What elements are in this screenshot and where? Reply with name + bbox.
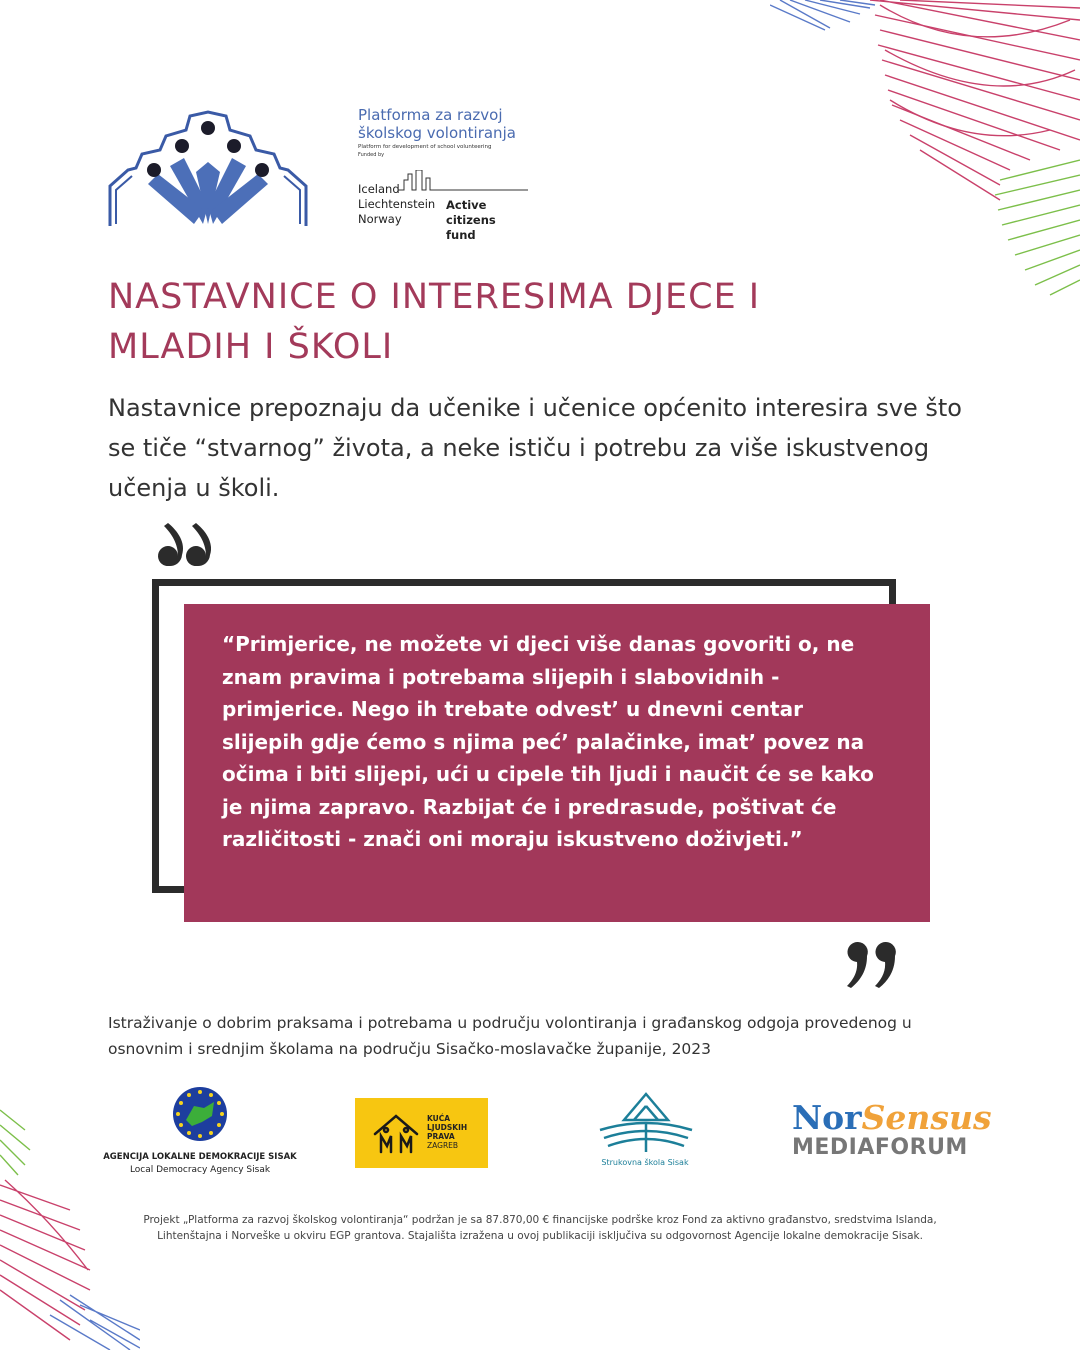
- funded-by-label: Funded by: [358, 152, 385, 158]
- platform-name-line1: Platforma za razvoj: [358, 106, 503, 124]
- norsensus-wordmark: [792, 1098, 992, 1137]
- platform-logo: [108, 106, 308, 230]
- active-citizens-fund-logo: [358, 170, 528, 242]
- kuca-city: ZAGREB: [427, 1141, 459, 1150]
- platform-name-line2: školskog volontiranja: [358, 124, 516, 142]
- fund-name-line1: Active: [446, 198, 487, 212]
- footer-disclaimer: Projekt „Platforma za razvoj školskog volontiranja“ podržan je sa 87.870,00 € financijske podrške kroz Fond za aktivno građanstvo, sredstvima Islanda, Lihtenštajna i Norveške u okviru EGP grantova. Stajališta izražena u ovoj publikaciji isključiva su odgovornost Agencije lokalne demokracije Sisak.: [143, 1214, 937, 1242]
- country-norway: Norway: [358, 212, 402, 226]
- closing-quote-icon: [842, 938, 898, 988]
- platform-name-block: [358, 106, 538, 158]
- kuca-line1: KUĆA: [427, 1114, 451, 1123]
- strukovna-skola-logo-icon: [594, 1090, 698, 1156]
- country-liechtenstein: Liechtenstein: [358, 197, 436, 211]
- norsensus-mediaforum-logo: [792, 1098, 992, 1160]
- page-title-line2: MLADIH I ŠKOLI: [108, 327, 394, 367]
- lda-sisak-logo-icon: [172, 1086, 228, 1142]
- lda-name-croatian: AGENCIJA LOKALNE DEMOKRACIJE SISAK: [103, 1152, 297, 1162]
- fund-name-line2: citizens fund: [446, 213, 496, 242]
- norsensus-nor: Nor: [792, 1098, 862, 1137]
- research-note: Istraživanje o dobrim praksama i potrebama u području volontiranja i građanskog odgoja provedenog u osnovnim i srednjim školama na području Sisačko-moslavačke županije, 2023: [108, 1014, 912, 1058]
- house-people-icon: [371, 1112, 421, 1154]
- country-iceland: Iceland: [358, 182, 400, 196]
- page-title-line1: NASTAVNICE O INTERESIMA DJECE I: [108, 277, 761, 317]
- quote-text: “Primjerice, ne možete vi djeci više danas govoriti o, ne znam pravima i potrebama slijepih i slabovidnih - primjerice. Nego ih trebate odvest’ u dnevni centar slijepih gdje ćemo s njima peć’ palačinke, imat’ povez na očima i biti slijepi, ući u cipele tih ljudi i naučit će se kako je njima zapravo. Razbijat će i predrasude, poštivat će različitosti - znači oni moraju iskustveno doživjeti.”: [222, 632, 874, 851]
- fund-name: [446, 198, 528, 243]
- page-title: [108, 272, 908, 372]
- donor-countries: [358, 182, 435, 227]
- norsensus-sensus: Sensus: [861, 1098, 992, 1137]
- strukovna-skola-label: Strukovna škola Sisak: [601, 1158, 689, 1167]
- lda-name-english: Local Democracy Agency Sisak: [129, 1165, 271, 1175]
- intro-paragraph: Nastavnice prepoznaju da učenike i učenice općenito interesira sve što se tiče “stvarnog” života, a neke ističu i potrebu za više iskustvenog učenja u školi.: [108, 394, 962, 502]
- kuca-line3: PRAVA: [427, 1132, 455, 1141]
- kuca-label: [427, 1114, 467, 1141]
- mediaforum-wordmark: MEDIAFORUM: [792, 1135, 968, 1160]
- kuca-ljudskih-prava-logo: [355, 1098, 488, 1168]
- scribble-decoration-bottom-left: [0, 1100, 140, 1350]
- platform-subtitle: Platform for development of school volunteering: [358, 144, 492, 150]
- kuca-line2: LJUDSKIH: [427, 1123, 468, 1132]
- opening-quote-icon: [155, 520, 211, 570]
